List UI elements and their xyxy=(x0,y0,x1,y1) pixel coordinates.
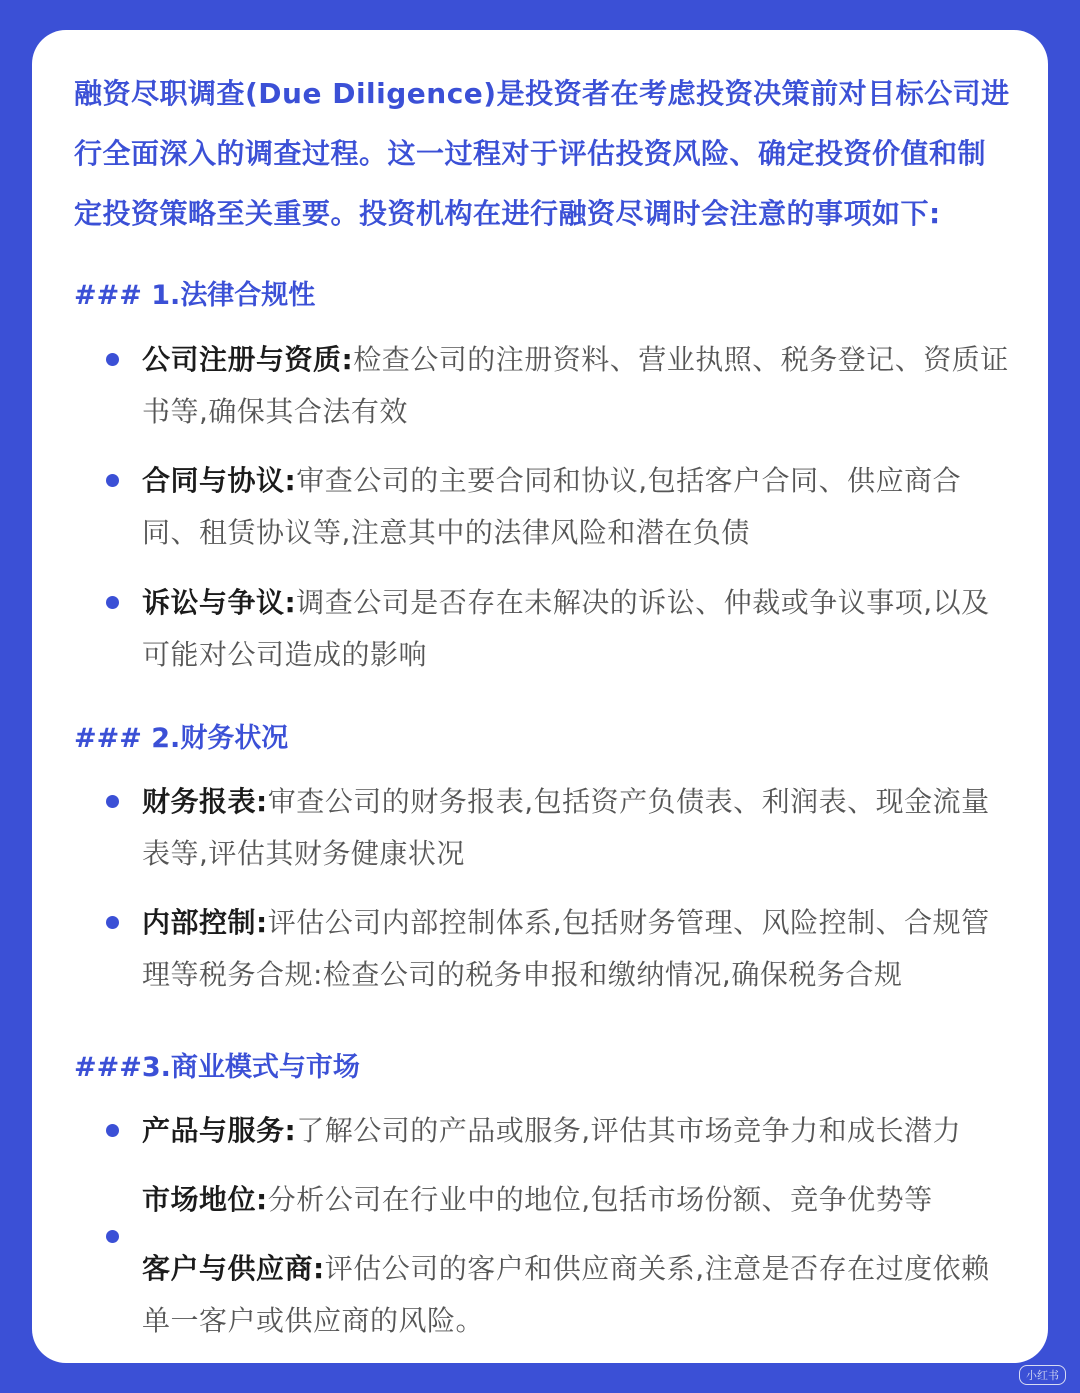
bullet-icon xyxy=(106,916,119,929)
section-heading-business: ###3.商业模式与市场 xyxy=(74,1052,360,1083)
item-desc: 评估公司的客户和供应商关系,注意是否存在过度依赖单一客户或供应商的风险。 xyxy=(142,1252,990,1337)
item-term: 客户与供应商: xyxy=(142,1252,325,1285)
item-term: 诉讼与争议: xyxy=(142,586,297,619)
bullet-icon xyxy=(106,596,119,609)
item-term: 产品与服务: xyxy=(142,1114,297,1147)
item-desc: 审查公司的主要合同和协议,包括客户合同、供应商合同、租赁协议等,注意其中的法律风险和潜在负债 xyxy=(142,464,962,549)
list-item xyxy=(142,1174,1012,1226)
watermark-logo: 小红书 xyxy=(1019,1365,1066,1385)
list-item xyxy=(142,897,1012,1001)
item-desc: 调查公司是否存在未解决的诉讼、仲裁或争议事项,以及可能对公司造成的影响 xyxy=(142,586,990,671)
bullet-icon xyxy=(106,795,119,808)
item-desc: 检查公司的注册资料、营业执照、税务登记、资质证书等,确保其合法有效 xyxy=(142,343,1009,428)
intro-paragraph: 融资尽职调查(Due Diligence)是投资者在考虑投资决策前对目标公司进行全面深入的调查过程。这一过程对于评估投资风险、确定投资价值和制定投资策略至关重要。投资机构在进行融资尽调时会注意的事项如下: xyxy=(74,77,1010,230)
bullet-icon xyxy=(106,1230,119,1243)
item-term: 内部控制: xyxy=(142,906,268,939)
item-desc: 了解公司的产品或服务,评估其市场竞争力和成长潜力 xyxy=(296,1114,962,1147)
bullet-icon xyxy=(106,1124,119,1137)
section-heading-legal: ### 1.法律合规性 xyxy=(74,280,316,311)
bullet-icon xyxy=(106,474,119,487)
list-item xyxy=(142,1105,1012,1157)
item-term: 公司注册与资质: xyxy=(142,343,354,376)
section-heading-finance: ### 2.财务状况 xyxy=(74,723,289,754)
item-desc: 分析公司在行业中的地位,包括市场份额、竞争优势等 xyxy=(267,1183,933,1216)
list-item xyxy=(142,455,1012,559)
list-item xyxy=(142,776,1012,880)
item-desc: 审查公司的财务报表,包括资产负债表、利润表、现金流量表等,评估其财务健康状况 xyxy=(142,785,990,870)
list-item xyxy=(142,334,1012,438)
item-term: 财务报表: xyxy=(142,785,268,818)
content-card xyxy=(32,30,1048,1363)
bullet-icon xyxy=(106,353,119,366)
item-term: 市场地位: xyxy=(142,1183,268,1216)
item-desc: 评估公司内部控制体系,包括财务管理、风险控制、合规管理等税务合规:检查公司的税务申报和缴纳情况,确保税务合规 xyxy=(142,906,990,991)
list-item xyxy=(142,577,1012,681)
list-item xyxy=(142,1243,1012,1347)
item-term: 合同与协议: xyxy=(142,464,297,497)
